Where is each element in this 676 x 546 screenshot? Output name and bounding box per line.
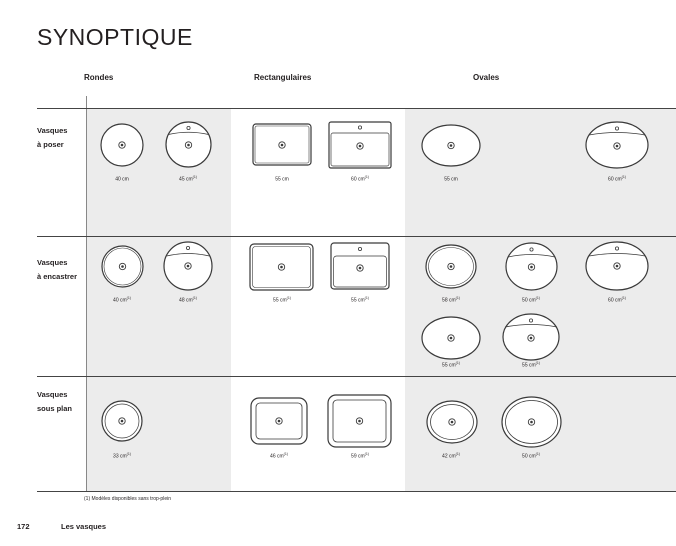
rule-row-2 — [37, 236, 676, 237]
page-title: SYNOPTIQUE — [37, 24, 193, 50]
column-header-ovales: Ovales — [473, 73, 500, 82]
basin-caption: 50 $cm^{(1)}$ — [522, 296, 540, 304]
rect-basin-drawing — [249, 243, 314, 291]
section-title: Les vasques — [61, 522, 107, 531]
row-label-line: Vasques — [37, 126, 68, 135]
basin-caption: 45 $cm^{(1)}$ — [179, 175, 197, 183]
round-basin-drawing — [101, 245, 144, 288]
basin-caption: 60 $cm^{(1)}$ — [608, 175, 626, 183]
row-label-line: Vasques — [37, 258, 68, 267]
basin-caption: 48 $cm^{(1)}$ — [179, 296, 197, 304]
basin-caption: 55 $cm^{(1)}$ — [273, 296, 291, 304]
rule-top — [37, 108, 676, 109]
oval-basin-tap-drawing — [585, 241, 649, 291]
oval-basin-drawing — [426, 400, 478, 444]
basin-caption: 60 $cm^{(1)}$ — [608, 296, 626, 304]
basin-caption: 55 cm — [444, 176, 458, 183]
basin-caption: 55 cm — [275, 176, 289, 183]
round-basin-tap-drawing — [165, 121, 212, 168]
row-label-a-encastrer — [37, 256, 77, 284]
rect-basin-drawing — [327, 394, 392, 448]
oval-basin-drawing — [421, 316, 481, 360]
round-basin-tap-drawing — [163, 241, 213, 291]
column-header-rectangulaires: Rectangulaires — [254, 73, 312, 82]
rect-basin-drawing — [252, 123, 312, 166]
column-header-rondes: Rondes — [84, 73, 114, 82]
basin-caption: 40 cm — [115, 176, 129, 183]
row-label-line: à poser — [37, 140, 64, 149]
basin-caption: 55 $cm^{(1)}$ — [522, 361, 540, 369]
basin-caption: 46 $cm^{(1)}$ — [270, 452, 288, 460]
round-basin-drawing — [101, 400, 143, 442]
rect-basin-tap-drawing — [330, 242, 390, 290]
rule-row-3 — [37, 376, 676, 377]
basin-caption: 55 $cm^{(1)}$ — [351, 296, 369, 304]
vertical-rule — [86, 96, 87, 491]
row-label-line: à encastrer — [37, 272, 78, 281]
row-label-line: sous plan — [37, 404, 73, 413]
basin-caption: 58 $cm^{(1)}$ — [442, 296, 460, 304]
round-basin-drawing — [100, 123, 144, 167]
oval-basin-tap-drawing — [585, 121, 649, 169]
oval-basin-drawing — [501, 396, 562, 448]
basin-caption: 50 $cm^{(1)}$ — [522, 452, 540, 460]
basin-caption: 60 $cm^{(1)}$ — [351, 175, 369, 183]
footnote: (1) Modèles disponibles sans trop-plein — [84, 496, 171, 502]
basin-caption: 33 $cm^{(1)}$ — [113, 452, 131, 460]
rule-bottom — [37, 491, 676, 492]
oval-basin-drawing — [425, 244, 477, 289]
row-label-a-poser — [37, 124, 67, 152]
basin-caption: 59 $cm^{(1)}$ — [351, 452, 369, 460]
oval-basin-drawing — [421, 124, 481, 167]
row-label-line: Vasques — [37, 390, 68, 399]
basin-caption: 55 $cm^{(1)}$ — [442, 361, 460, 369]
row-label-sous-plan — [37, 388, 72, 416]
oval-basin-tap-drawing — [502, 313, 560, 361]
page-number: 172 — [17, 522, 30, 531]
basin-caption: 40 $cm^{(1)}$ — [113, 296, 131, 304]
basin-caption: 42 $cm^{(1)}$ — [442, 452, 460, 460]
oval-basin-tap-drawing — [505, 242, 558, 291]
rect-basin-tap-drawing — [328, 121, 392, 169]
rect-basin-drawing — [250, 397, 308, 445]
